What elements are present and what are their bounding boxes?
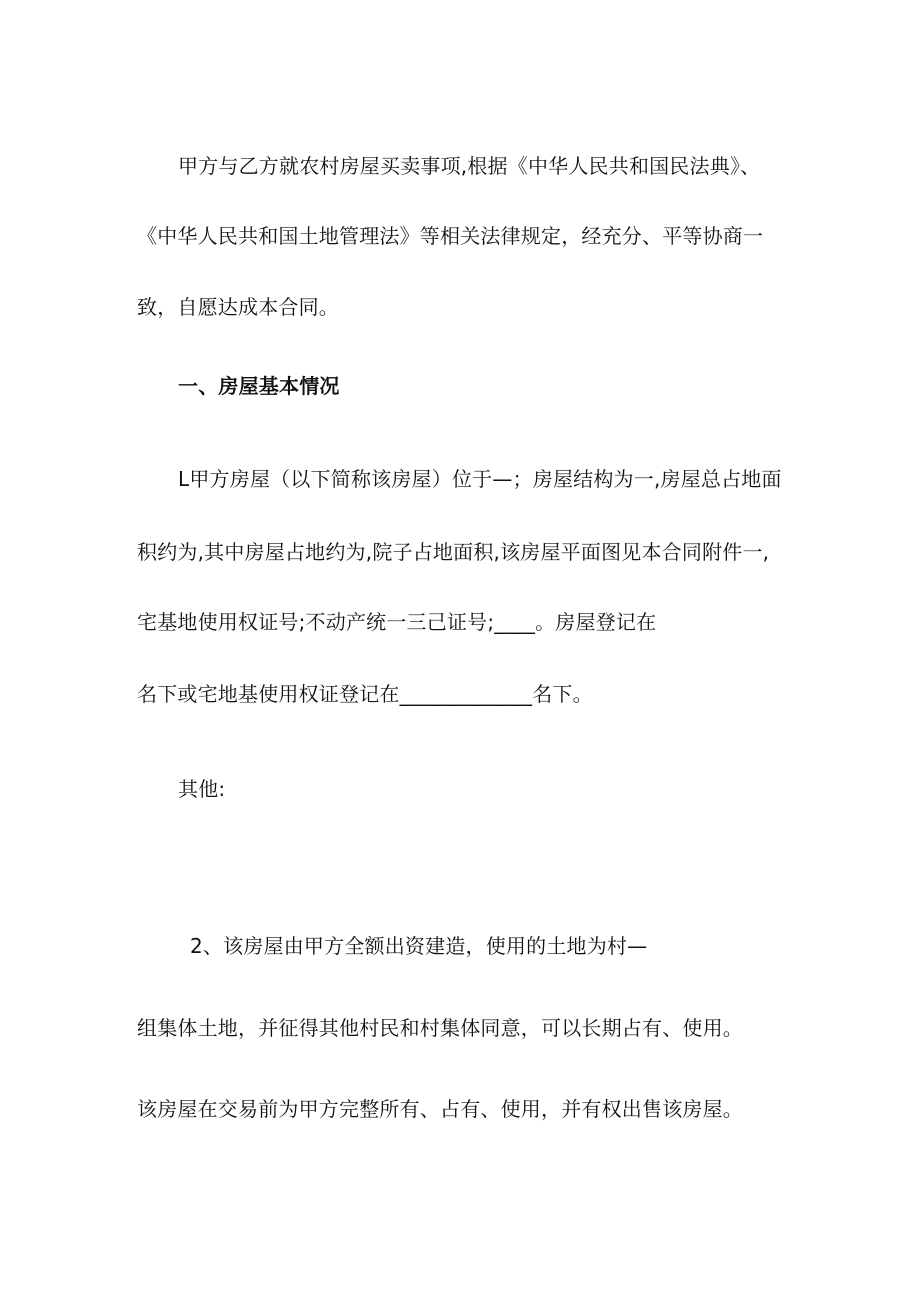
paragraph-intro-line-2: 《中华人民共和国土地管理法》等相关法律规定，经充分、平等协商一 bbox=[137, 224, 764, 248]
paragraph-ownership-line-1: 2、该房屋由甲方全额出资建造，使用的土地为村— bbox=[190, 934, 648, 958]
section-heading-basic-info: 一、房屋基本情况 bbox=[178, 374, 340, 398]
paragraph-intro-line-1: 甲方与乙方就农村房屋买卖事项,根据《中华人民共和国民法典》、 bbox=[178, 154, 761, 178]
paragraph-house-line-1: L甲方房屋（以下简称该房屋）位于—；房屋结构为一,房屋总占地面 bbox=[178, 467, 782, 491]
paragraph-other: 其他: bbox=[178, 777, 226, 801]
paragraph-house-line-3: 宅基地使用权证号;不动产统一三己证号;____。房屋登记在 bbox=[137, 610, 657, 634]
paragraph-ownership-line-3: 该房屋在交易前为甲方完整所有、占有、使用，并有权出售该房屋。 bbox=[137, 1097, 743, 1121]
paragraph-intro-line-3: 致，自愿达成本合同。 bbox=[137, 295, 339, 319]
paragraph-house-line-2: 积约为,其中房屋占地约为,院子占地面积,该房屋平面图见本合同附件一, bbox=[137, 540, 770, 564]
paragraph-ownership-line-2: 组集体土地，并征得其他村民和村集体同意，可以长期占有、使用。 bbox=[137, 1016, 743, 1040]
paragraph-house-line-4: 名下或宅地基使用权证登记在_____________名下。 bbox=[137, 682, 593, 706]
